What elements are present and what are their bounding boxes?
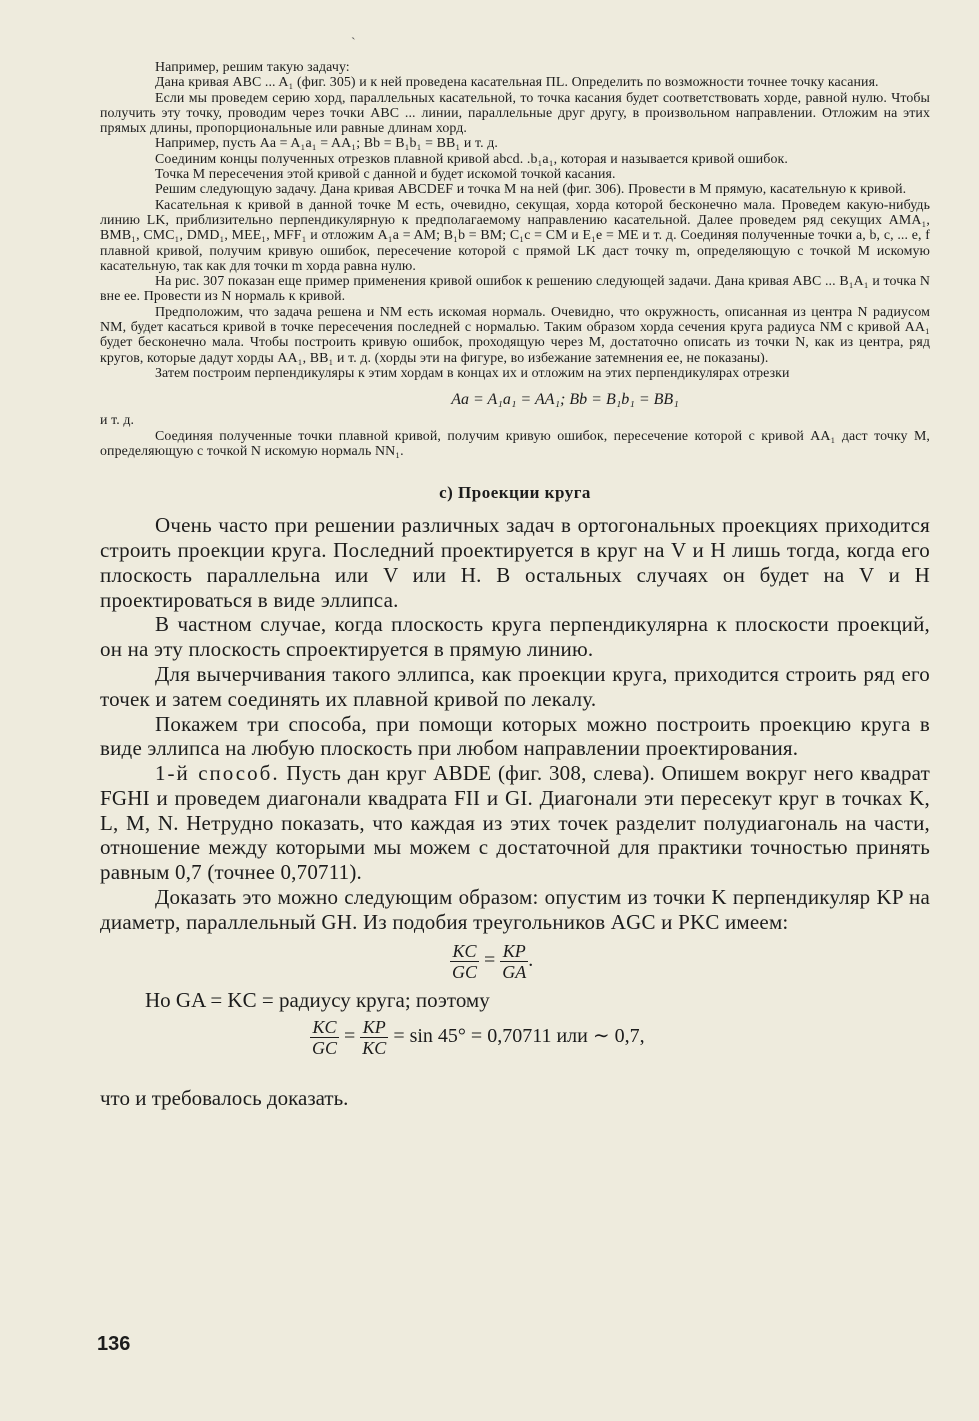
stray-mark: ˋ <box>351 36 356 51</box>
equation-tail: = sin 45° = 0,70711 или ∼ 0,7, <box>393 1024 645 1047</box>
paragraph: Например, решим такую задачу: <box>155 60 350 75</box>
paragraph: Решим следующую задачу. Дана кривая ABCDEF и точка M на ней (фиг. 306). Провести в M прямую, касательную к кривой. <box>155 182 907 198</box>
paragraph: Покажем три способа, при помощи которых можно построить проекцию круга в виде эллипса на любую плоскость при любом направлении проектирования. <box>100 711 930 761</box>
paragraph: Дана кривая ABC ... A₁ (фиг. 305) и к ней проведена касательная ПL. Определить по возможности точнее точку касания. <box>155 75 879 91</box>
paragraph: Точка M пересечения этой кривой с данной и будет искомой точкой касания. <box>155 167 616 183</box>
equals-sign: = <box>344 1024 356 1047</box>
paragraph: и т. д. <box>100 413 135 429</box>
equation-sine <box>310 1017 930 1058</box>
paragraph: На рис. 307 показан еще пример применения кривой ошибок к решению следующей задачи. Дана кривая ABC ... B₁A₁ и точка N вне ее. Провести из N нормаль к кривой. <box>100 274 930 305</box>
section-heading: с) Проекции круга <box>439 483 591 503</box>
main-text-block <box>100 513 930 1111</box>
page-number: 136 <box>97 1333 131 1355</box>
paragraph: Соединим концы полученных отрезков плавной кривой abcd. .b₁a₁, которая и называется кривой ошибок. <box>155 151 788 167</box>
paragraph <box>100 761 930 885</box>
paragraph: Соединяя полученные точки плавной кривой, получим кривую ошибок, пересечение которой с кривой AA₁ даст точку M, определяющую с точкой N искомую нормаль NN₁. <box>100 428 930 459</box>
fraction: $\frac{KC}{GC}$ <box>452 940 478 982</box>
paragraph: Затем построим перпендикуляры к этим хордам в концах их и отложим на этих перпендикулярах отрезки <box>155 365 790 381</box>
equation-text: Но GA = KC = радиусу круга; поэтому <box>145 987 490 1012</box>
paragraph: Касательная к кривой в данной точке M есть, очевидно, секущая, хорда которой бесконечно мала. Проведем какую-нибудь линию LK, приблизительно перпендикулярную к предполагаемому направлению касательной. Далее проведем ряд секущих AMA₁, BMB₁, CMC₁, DMD₁, MEE₁, MFF₁ и отложим A₁a = AM; B₁b = BM; C₁c = CM и E₁e = ME и т. д. Соединяя полученные точки a, b, c, ... e, f плавной кривой, получим кривую ошибок, пересечение которой с прямой LK даст точку m, определяющую с точкой M искомую касательную, так как для точки m хорда равна нулю. <box>100 197 930 274</box>
closing-line: что и требовалось доказать. <box>100 1085 349 1110</box>
formula: Aa = A₁a₁ = AA₁; Bb = B₁b₁ = BB₁ <box>451 391 679 409</box>
equals-sign: = <box>484 948 496 971</box>
equation-similarity <box>450 941 930 982</box>
paragraph: Если мы проведем серию хорд, параллельных касательной, то точка касания будет соответствовать хорде, равной нулю. Чтобы получить эту точку, проводим через точки ABC ... линии, параллельные друг другу, в произвольном направлении. Отложим на этих прямых длины, пропорциональные или равные длинам хорд. <box>100 90 930 137</box>
paragraph: Для вычерчивания такого эллипса, как проекции круга, приходится строить ряд его точек и затем соединять их плавной кривой по лекалу. <box>100 661 930 711</box>
fraction: $\frac{KP}{GA}$ <box>502 940 527 982</box>
paragraph: В частном случае, когда плоскость круга перпендикулярна к плоскости проекций, он на эту плоскость спроектируется в прямую линию. <box>100 612 930 662</box>
period: . <box>528 948 534 971</box>
page-content <box>100 60 930 1111</box>
fraction: $\frac{KC}{GC}$ <box>312 1016 338 1058</box>
paragraph: Очень часто при решении различных задач в ортогональных проекциях приходится строить проекции круга. Последний проектируется в круг на V и H лишь тогда, когда его плоскость параллельна или V или H. В остальных случаях он будет на V и H проектироваться в виде эллипса. <box>100 513 930 612</box>
method-text: Пусть дан круг ABDE (фиг. 308, слева). Опишем вокруг него квадрат FGHI и проведем диагонали квадрата FII и GI. Диагонали эти пересекут круг в точках K, L, M, N. Нетрудно показать, что каждая из этих точек разделит полудиагональ на части, отношение между которыми мы можем с достаточной для практики точностью принять равным 0,7 (точнее 0,70711). <box>100 761 931 885</box>
paragraph: Например, пусть Aa = A₁a₁ = AA₁; Bb = B₁b₁ = BB₁ и т. д. <box>155 136 498 152</box>
fraction: $\frac{KP}{KC}$ <box>362 1016 387 1058</box>
small-print-block <box>100 60 930 459</box>
paragraph: Доказать это можно следующим образом: опустим из точки K перпендикуляр KP на диаметр, параллельный GH. Из подобия треугольников AGC и PKC имеем: <box>100 885 930 934</box>
paragraph: Предположим, что задача решена и NM есть искомая нормаль. Очевидно, что окружность, описанная из центра N радиусом NM, будет касаться кривой в точке пересечения последней с нормалью. Таким образом хорда сечения круга радиуса NM с кривой AA₁ будет бесконечно мала. Чтобы построить кривую ошибок, проходящую через M, достаточно описать из точки N, как из центра, ряд кругов, которые дадут хорды AA₁, BB₁ и т. д. (хорды эти на фигуре, во избежание затемнения ее, не показаны). <box>100 304 930 366</box>
method-label: 1-й способ. <box>155 761 280 786</box>
